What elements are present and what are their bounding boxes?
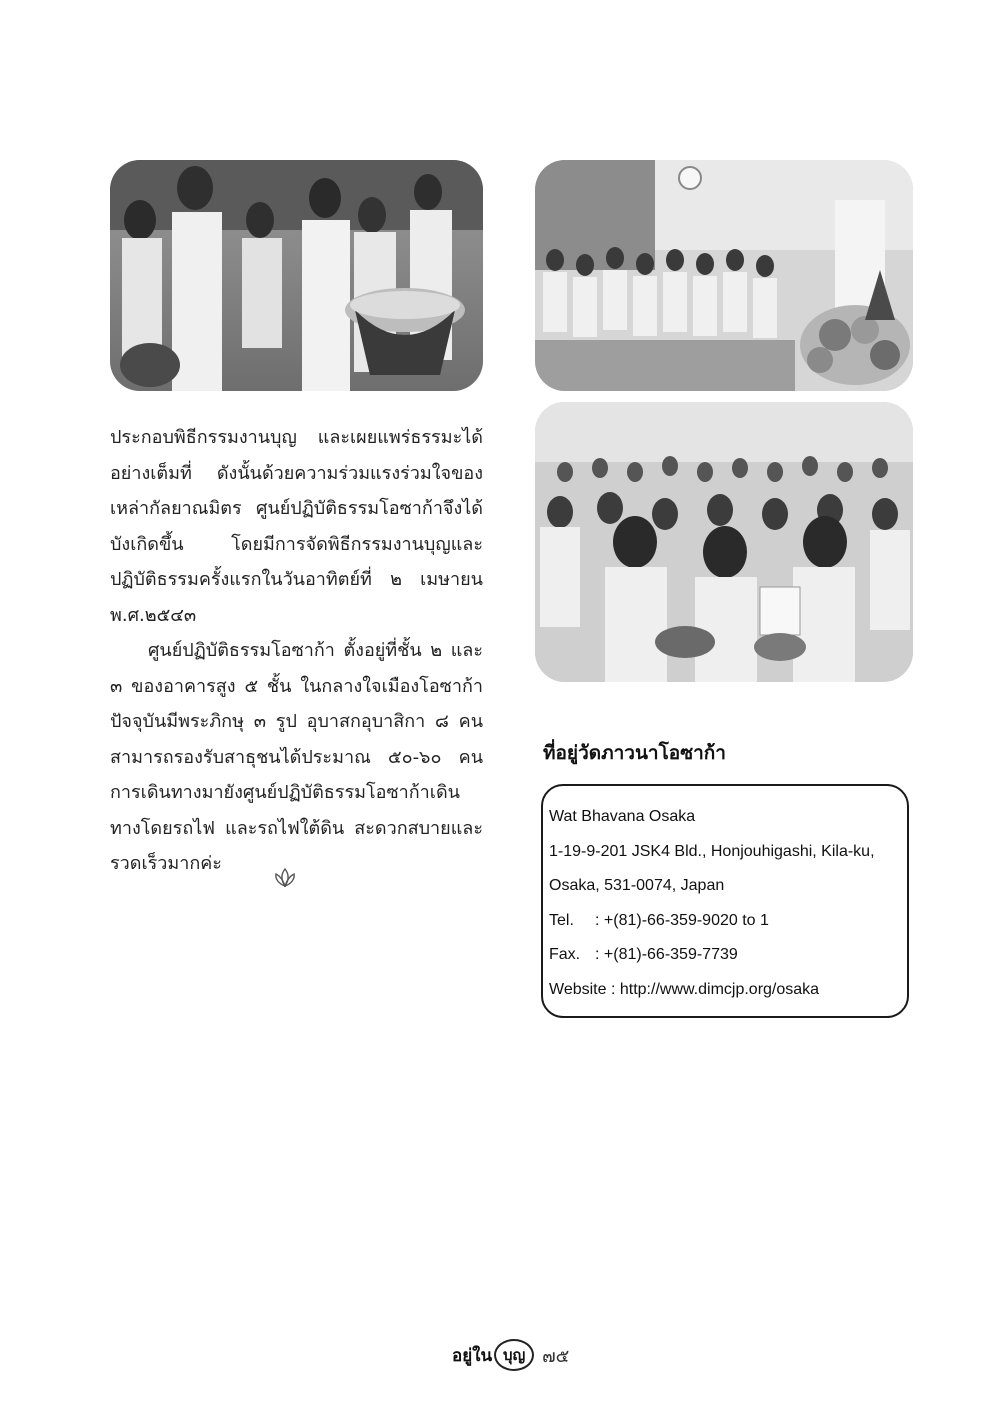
footer-logo-text: อยู่ใน [452,1345,493,1366]
address-fax-row [549,938,907,973]
photo-seated-participants [535,402,913,682]
address-heading: ที่อยู่วัดภาวนาโอซาก้า [543,742,726,764]
address-street: 1-19-9-201 JSK4 Bld., Honjouhigashi, Kila-ku, [549,842,875,860]
address-box [541,784,909,1018]
photo-hall-offerings-fruits [535,160,913,391]
article-paragraph-2: ศูนย์ปฏิบัติธรรมโอซาก้า ตั้งอยู่ที่ชั้น ๒ และ ๓ ของอาคารสูง ๕ ชั้น ในกลางใจเมืองโอซาก้า ปัจจุบันมีพระภิกษุ ๓ รูป อุบาสกอุบาสิกา ๘ คน สามารถรองรับสาธุชนได้ประมาณ ๕๐-๖๐ คน การเดินทางมายังศูนย์ปฏิบัติธรรมโอซาก้าเดินทางโดยรถไฟ และรถไฟใต้ดิน สะดวกสบายและรวดเร็วมากค่ะ [110,640,483,874]
article-body [110,420,483,882]
address-city: Osaka, 531-0074, Japan [549,877,725,895]
footer-logo-circle: บุญ [494,1339,534,1371]
fax-label: Fax. [549,946,581,964]
website-value: : http://www.dimcjp.org/osaka [610,980,820,998]
address-tel-row [549,904,907,939]
photo-ceremony-illustration [110,160,483,391]
lotus-ornament-icon [272,866,298,890]
photo-ceremony-standing-group [110,160,483,391]
photo-seated-illustration [535,402,913,682]
website-label: Website [549,980,607,998]
tel-value: : +(81)-66-359-9020 to 1 [595,911,769,929]
address-website-row [549,973,907,1008]
page-footer [452,1338,569,1372]
tel-label: Tel. [549,911,574,929]
page-number: ๗๕ [542,1345,570,1367]
fax-value: : +(81)-66-359-7739 [595,946,738,964]
article-paragraph-1: ประกอบพิธีกรรมงานบุญ และเผยแพร่ธรรมะได้อย่างเต็มที่ ดังนั้นด้วยความร่วมแรงร่วมใจของเหล่ากัลยาณมิตร ศูนย์ปฏิบัติธรรมโอซาก้าจึงได้บังเกิดขึ้น โดยมีการจัดพิธีกรรมงานบุญและปฏิบัติธรรมครั้งแรกในวันอาทิตย์ที่ ๒ เมษายน พ.ศ.๒๕๔๓ [110,427,483,626]
address-name: Wat Bhavana Osaka [549,808,696,825]
photo-hall-illustration [535,160,913,391]
